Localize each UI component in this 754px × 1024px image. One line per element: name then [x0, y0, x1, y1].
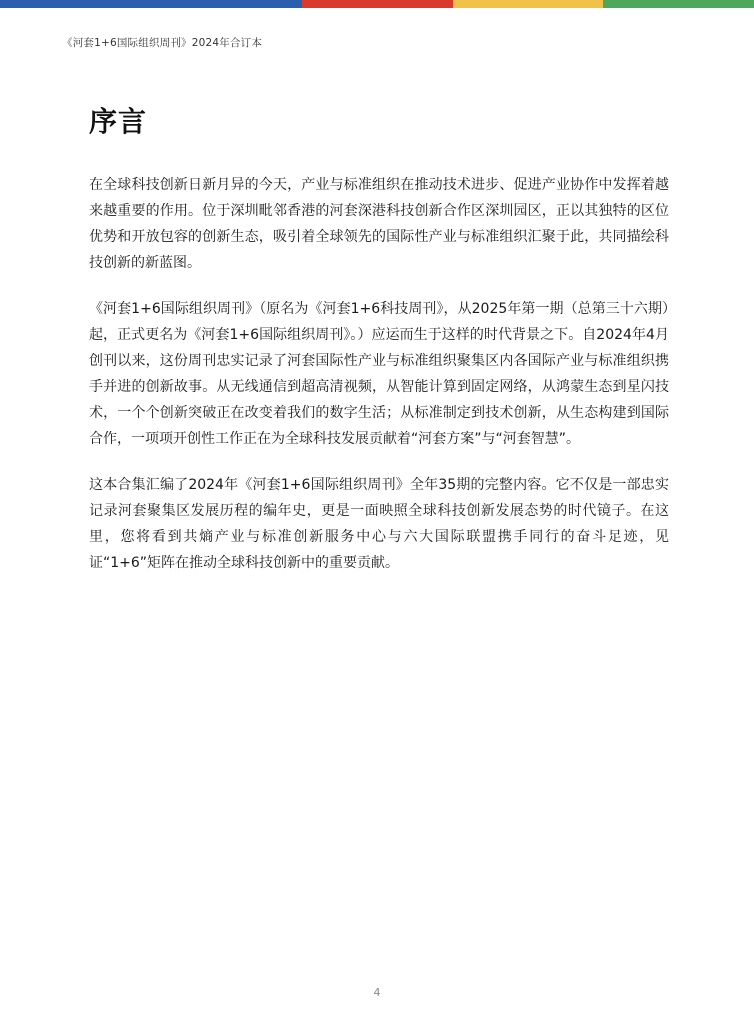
- page-number: 4: [373, 986, 381, 999]
- top-color-bar: [0, 0, 754, 8]
- paragraph-3: 这本合集汇编了2024年《河套1+6国际组织周刊》全年35期的完整内容。它不仅是一部忠实记录河套聚集区发展历程的编年史，更是一面映照全球科技创新发展态势的时代镜子。在这里，您将看到共熵产业与标准创新服务中心与六大国际联盟携手同行的奋斗足迹，见证“1+6”矩阵在推动全球科技创新中的重要贡献。: [89, 477, 669, 571]
- color-bar-green: [603, 0, 754, 8]
- running-header: 《河套1+6国际组织周刊》2024年合订本: [62, 37, 263, 49]
- page-title: 序言: [89, 105, 148, 138]
- color-bar-yellow: [453, 0, 603, 8]
- paragraph-1: 在全球科技创新日新月异的今天，产业与标准组织在推动技术进步、促进产业协作中发挥着越来越重要的作用。位于深圳毗邻香港的河套深港科技创新合作区深圳园区，正以其独特的区位优势和开放包容的创新生态，吸引着全球领先的国际性产业与标准组织汇聚于此，共同描绘科技创新的新蓝图。: [89, 177, 669, 271]
- color-bar-blue: [0, 0, 302, 8]
- paragraph-2: 《河套1+6国际组织周刊》（原名为《河套1+6科技周刊》，从2025年第一期（总第三十六期）起，正式更名为《河套1+6国际组织周刊》。）应运而生于这样的时代背景之下。自2024年4月创刊以来，这份周刊忠实记录了河套国际性产业与标准组织聚集区内各国际产业与标准组织携手并进的创新故事。从无线通信到超高清视频，从智能计算到固定网络，从鸿蒙生态到星闪技术，一个个创新突破正在改变着我们的数字生活；从标准制定到技术创新，从生态构建到国际合作，一项项开创性工作正在为全球科技发展贡献着“河套方案”与“河套智慧”。: [89, 301, 669, 447]
- color-bar-red: [302, 0, 453, 8]
- preface-body: [89, 172, 669, 596]
